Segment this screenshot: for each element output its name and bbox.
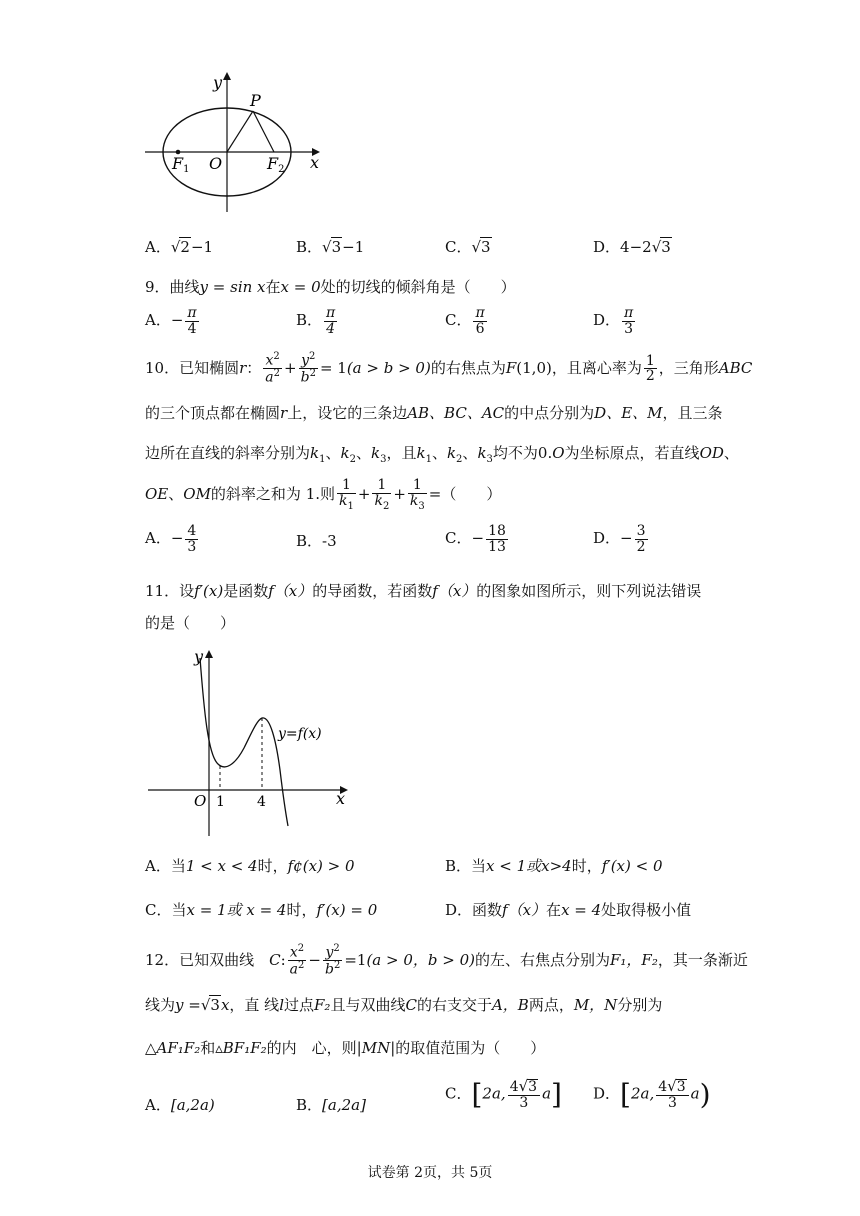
q11-stem-line1: 11．设f′(x)是函数f（x）的导函数，若函数f（x）的图象如图所示，则下列说法错误 xyxy=(145,582,702,600)
q11-option-b[interactable]: B．当x < 1或x>4时，f′(x) < 0 xyxy=(445,857,663,875)
label-F2: F2 xyxy=(267,154,285,175)
q9-option-d[interactable]: D． $\frac{\pi}{3}$ xyxy=(593,305,634,337)
q9-option-c[interactable]: C． $\frac{\pi}{6}$ xyxy=(445,305,485,337)
q12-option-a[interactable]: A．[a,2a) xyxy=(145,1096,215,1114)
q9-stem: 9．曲线y = sin x在x = 0处的切线的倾斜角是（ ） xyxy=(145,278,516,296)
label-P: P xyxy=(250,91,261,110)
y-axis-arrow-icon xyxy=(205,650,213,658)
q12-stem-line1: 12．已知双曲线 C: $\frac{x^2}{a^2}$ − $\frac{y^2}{b^2}$ =1(a > 0，b > 0)的左、右焦点分别为F₁，F₂，其一条渐近 xyxy=(145,943,748,978)
q10-stem-line3: 边所在直线的斜率分别为$k_1$、$k_2$、$k_3$，且$k_1$、$k_2$、$k_3$均不为0.O为坐标原点，若直线OD、 xyxy=(145,444,739,465)
q10-option-b[interactable]: B．-3 xyxy=(296,532,337,550)
q10-stem-line1: 10．已知椭圆r： $\frac{x^2}{a^2}$ + $\frac{y^2}{b^2}$ = 1(a > b > 0)的右焦点为F(1,0)，且离心率为 $\frac{1}{2}$ ，三角形ABC xyxy=(145,351,753,386)
option-value: −1 xyxy=(342,238,365,256)
label-F1: F1 xyxy=(172,154,190,175)
option-label: B． xyxy=(296,238,323,256)
q8-option-b[interactable]: B．√3−1 xyxy=(296,238,365,256)
q12-stem-line2: 线为y =√3x，直 线l过点F₂且与双曲线C的右支交于A，B两点，M，N分别为 xyxy=(145,996,663,1014)
q9-option-b[interactable]: B． $\frac{\pi}{4}$ xyxy=(296,305,336,337)
q8-option-c[interactable]: C．√3 xyxy=(445,238,491,256)
label-O: O xyxy=(194,792,207,810)
label-y: y xyxy=(194,647,204,666)
ellipse-figure xyxy=(140,68,340,218)
q11-option-d[interactable]: D．函数f（x）在x = 4处取得极小值 xyxy=(445,901,692,919)
label-4: 4 xyxy=(257,794,266,810)
option-label: C． xyxy=(445,238,472,256)
q11-stem-line2: 的是（ ） xyxy=(145,614,236,632)
q11-option-c[interactable]: C．当x = 1或 x = 4时，f′(x) = 0 xyxy=(145,901,378,919)
q10-option-a[interactable]: A．− $\frac{4}{3}$ xyxy=(145,523,197,555)
label-x: x xyxy=(310,153,320,172)
label-1: 1 xyxy=(216,794,225,810)
q12-option-b[interactable]: B．[a,2a] xyxy=(296,1096,366,1114)
q9-option-a[interactable]: A．− $\frac{\pi}{4}$ xyxy=(145,305,197,337)
label-O: O xyxy=(209,154,223,173)
q8-option-a[interactable]: A．√2−1 xyxy=(145,238,214,256)
label-y: y xyxy=(213,73,223,92)
q8-option-d[interactable]: D．4−2√3 xyxy=(593,238,671,256)
option-label: D． xyxy=(593,238,621,256)
segment-PF2 xyxy=(253,111,274,152)
option-value: 4−2 xyxy=(620,238,652,256)
q11-option-a[interactable]: A．当1 < x < 4时，f¢(x) > 0 xyxy=(145,857,355,875)
segment-OP xyxy=(227,111,253,152)
label-x: x xyxy=(336,789,346,808)
option-value: −1 xyxy=(190,238,214,256)
q10-option-d[interactable]: D．− $\frac{3}{2}$ xyxy=(593,523,646,555)
curve-label: y=f(x) xyxy=(278,726,322,742)
option-label: A． xyxy=(145,238,171,256)
function-graph-figure xyxy=(140,640,365,840)
q10-stem-line4: OE、OM的斜率之和为 1.则 $\frac{1}{k_1}$ + $\frac{1}{k_2}$ + $\frac{1}{k_3}$ =（ ） xyxy=(145,477,502,512)
q10-option-c[interactable]: C．− $\frac{18}{13}$ xyxy=(445,523,506,555)
q12-option-c[interactable]: C．[2a, $\frac{4√3}{3}$ a] xyxy=(445,1076,562,1111)
q10-stem-line2: 的三个顶点都在椭圆r上，设它的三条边AB、BC、AC的中点分别为D、E、M，且三条 xyxy=(145,404,723,422)
curve-f xyxy=(200,658,288,826)
q12-stem-line3: △AF₁F₂和▵BF₁F₂的内 心，则|MN|的取值范围为（ ） xyxy=(145,1039,546,1057)
page-footer: 试卷第 2页，共 5页 xyxy=(367,1165,493,1181)
y-axis-arrow-icon xyxy=(223,72,231,80)
q12-option-d[interactable]: D．[2a, $\frac{4√3}{3}$ a) xyxy=(593,1076,711,1111)
